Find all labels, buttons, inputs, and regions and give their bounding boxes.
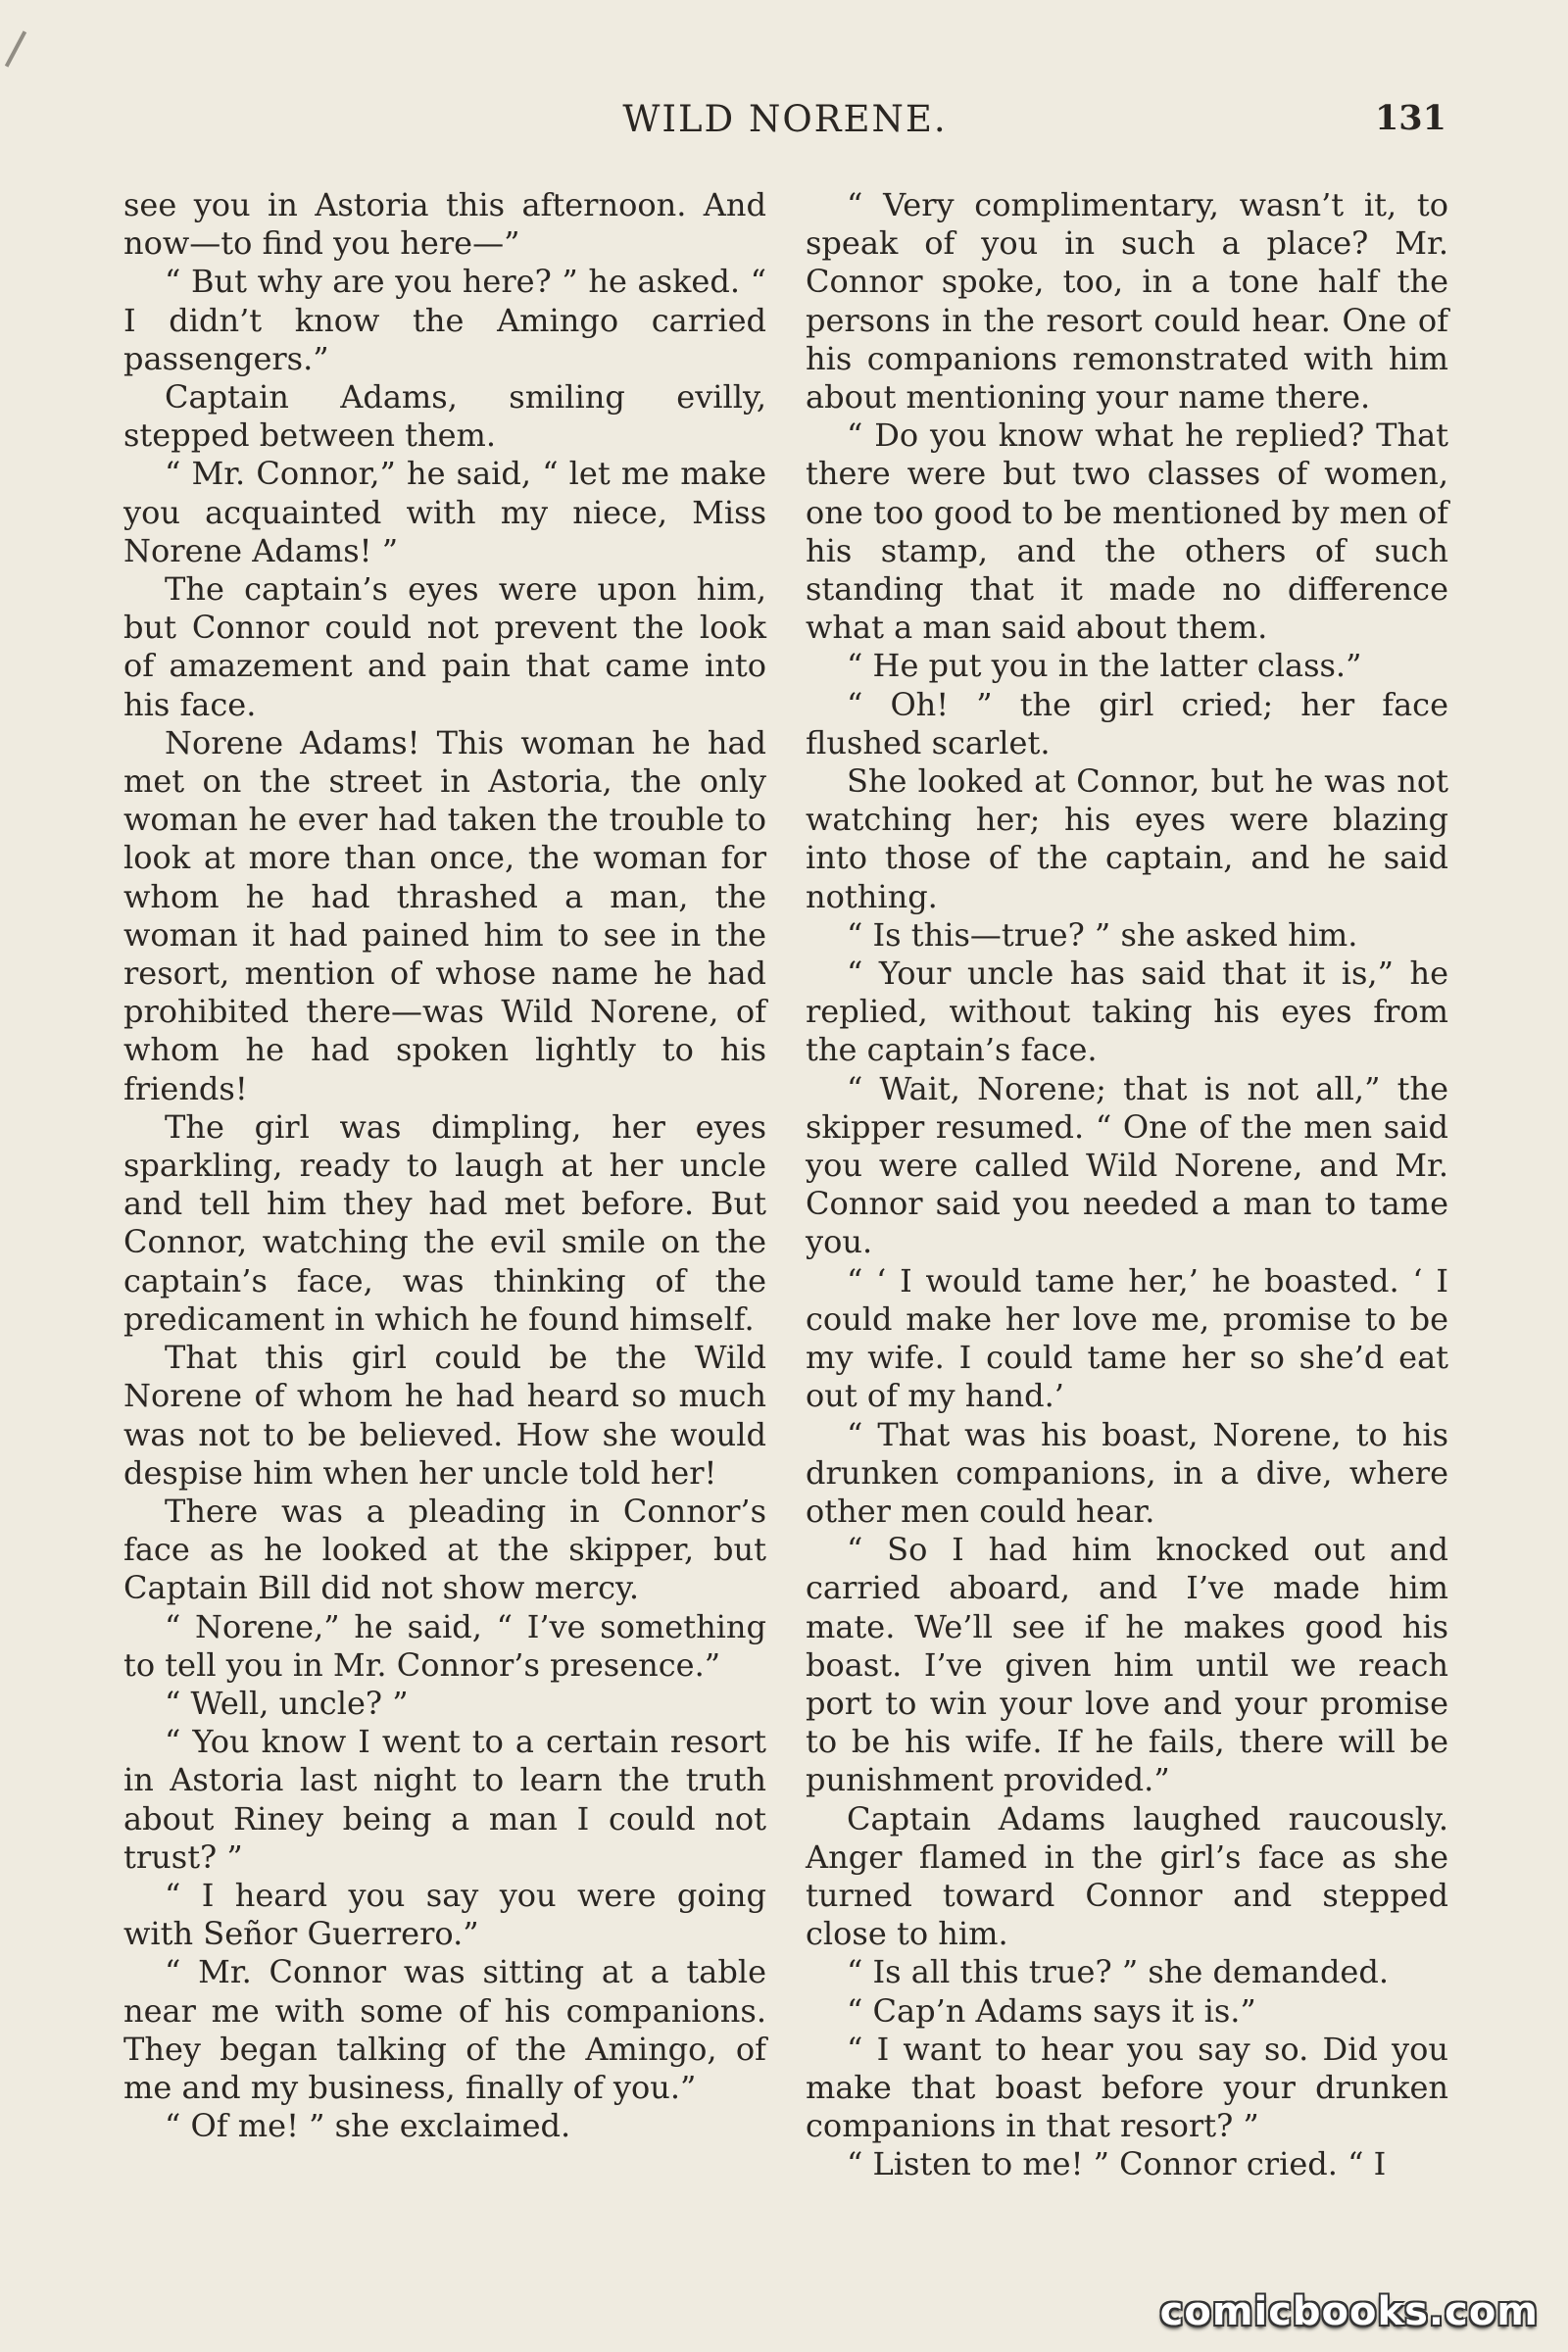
paragraph: “ That was his boast, Norene, to his drunken companions, in a dive, where other men could hear. [806, 1415, 1448, 1530]
paragraph: “ But why are you here? ” he asked. “ I didn’t know the Amingo carried passengers.” [123, 263, 766, 377]
paragraph: Captain Adams, smiling evilly, stepped between them. [123, 378, 766, 455]
paragraph: There was a pleading in Connor’s face as he looked at the skipper, but Captain Bill did not show mercy. [123, 1492, 766, 1607]
paragraph: Norene Adams! This woman he had met on the street in Astoria, the only woman he ever had taken the trouble to look at more than once, the woman for whom he had thrashed a man, the woman it had pained him to see in the resort, mention of whose name he had prohibited there—was Wild Norene, of whom he had spoken lightly to his friends! [123, 723, 766, 1107]
paragraph: That this girl could be the Wild Norene of whom he had heard so much was not to be believed. How she would despise him when her uncle told her! [123, 1339, 766, 1492]
paragraph: “ Listen to me! ” Connor cried. “ I [847, 2145, 1387, 2183]
running-title: WILD NORENE. [622, 98, 948, 140]
paragraph: “ You know I went to a certain resort in Astoria last night to learn the truth about Riney being a man I could not trust? ” [123, 1723, 766, 1876]
paragraph: The girl was dimpling, her eyes sparkling, ready to laugh at her uncle and tell him they had met before. But Connor, watching the evil smile on the captain’s face, was thinking of the predicament in which he found himself. [123, 1107, 766, 1338]
paragraph: “ Mr. Connor was sitting at a table near me with some of his companions. They began talking of the Amingo, of me and my business, finally of you.” [123, 1953, 766, 2106]
paragraph: She looked at Connor, but he was not watching her; his eyes were blazing into those of the captain, and he said nothing. [806, 762, 1448, 915]
paragraph: see you in Astoria this afternoon. And now—to find you here—” [123, 186, 766, 263]
paragraph: “ Is all this true? ” she demanded. [847, 1953, 1390, 1991]
paragraph: “ Mr. Connor,” he said, “ let me make you acquainted with my niece, Miss Norene Adams! ” [123, 455, 766, 569]
paragraph: “ Of me! ” she exclaimed. [165, 2107, 571, 2145]
paragraph: “ I want to hear you say so. Did you make that boast before your drunken companions in that resort? ” [806, 2030, 1448, 2145]
page-number: 131 [1374, 98, 1446, 138]
paragraph: “ He put you in the latter class.” [847, 647, 1362, 685]
paragraph: “ Wait, Norene; that is not all,” the skipper resumed. “ One of the men said you were called Wild Norene, and Mr. Connor said you needed a man to tame you. [806, 1069, 1448, 1261]
paragraph: “ Oh! ” the girl cried; her face flushed scarlet. [806, 685, 1448, 761]
paragraph: “ Well, uncle? ” [165, 1684, 409, 1722]
paragraph: “ Do you know what he replied? That there were but two classes of women, one too good to be mentioned by men of his stamp, and the others of such standing that it made no difference what a man said about them. [806, 416, 1448, 647]
paragraph: “ Cap’n Adams says it is.” [847, 1991, 1256, 2030]
paragraph: “ ‘ I would tame her,’ he boasted. ‘ I could make her love me, promise to be my wife. I could tame her so she’d eat out of my hand.’ [806, 1261, 1448, 1415]
paragraph: “ So I had him knocked out and carried aboard, and I’ve made him mate. We’ll see if he makes good his boast. I’ve given him until we reach port to win your love and your promise to be his wife. If he fails, there will be punishment provided.” [806, 1531, 1448, 1799]
paragraph: “ Your uncle has said that it is,” he replied, without taking his eyes from the captain’s face. [806, 955, 1448, 1069]
right-column [806, 186, 1448, 2184]
pencil-mark [5, 30, 26, 67]
paragraph: “ I heard you say you were going with Señor Guerrero.” [123, 1876, 766, 1953]
paragraph: “ Very complimentary, wasn’t it, to speak of you in such a place? Mr. Connor spoke, too, in a tone half the persons in the resort could hear. One of his companions remonstrated with him about mentioning your name there. [806, 186, 1448, 416]
watermark: comicbooks.com [1159, 2289, 1539, 2334]
paragraph: Captain Adams laughed raucously. Anger flamed in the girl’s face as she turned toward Connor and stepped close to him. [806, 1799, 1448, 1953]
paragraph: “ Is this—true? ” she asked him. [847, 915, 1358, 954]
page-header [123, 98, 1446, 147]
paragraph: The captain’s eyes were upon him, but Connor could not prevent the look of amazement and pain that came into his face. [123, 570, 766, 723]
paragraph: “ Norene,” he said, “ I’ve something to tell you in Mr. Connor’s presence.” [123, 1607, 766, 1684]
left-column [123, 186, 766, 2145]
